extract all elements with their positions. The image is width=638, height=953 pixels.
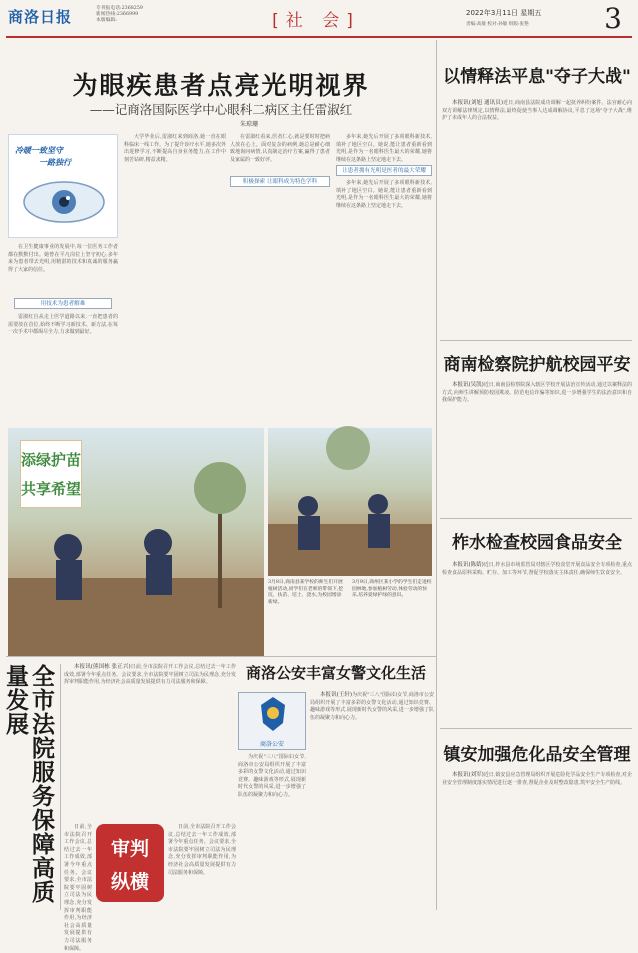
article-column	[8, 314, 118, 424]
article-headline: 商洛公安丰富女警文化生活	[245, 664, 426, 682]
article-headline: 商南检察院护航校园平安	[443, 355, 631, 375]
article-paragraph: 近日,商南县法院成功调解一起抚养纠纷案件。法官耐心向双方讲解法律规定,以情释法,最终促使当事人达成调解协议,平息了这场"夺子大战",维护了未成年人的合法权益。	[442, 100, 633, 122]
article-paragraph: 为庆祝"三八"国际妇女节,商洛市公安局组织开展了丰富多彩的女警文化活动,通过知识竞赛、趣味游戏等形式,展现新时代女警的风采,进一步增强了队伍的凝聚力和向心力。	[310, 692, 434, 721]
article-column	[8, 244, 118, 294]
page-editors: 责编:高敏 校对:孙敏 组版:张艳	[466, 22, 529, 27]
photo-caption: 3月9日,商州区某小学的学生们走进校园林地,参加植树劳动,体验劳动的快乐,培养爱绿护绿的意识。	[352, 580, 432, 599]
article-byline: 本报讯(熊国栋 张正兴)	[74, 664, 131, 670]
article-byline: 本报讯(刘旭 通讯员)	[452, 100, 503, 106]
police-emblem-box	[238, 692, 306, 750]
article-column	[442, 562, 632, 730]
stamp-line: 纵横	[110, 871, 149, 893]
article-column	[124, 134, 226, 424]
column-divider	[60, 664, 61, 910]
main-headline: 为眼疾患者点亮光明视界	[72, 71, 370, 100]
court-headline: 全市法院服务保障高质量发展	[2, 664, 54, 904]
police-badge-icon	[239, 693, 307, 735]
article-paragraph: 日前,全市法院召开工作会议,总结过去一年工作成效,部署今年重点任务。会议要求,全市法院要牢固树立司法为民理念,充分发挥审判职能作用,为经济社会高质量发展提供有力司法服务和保障。	[64, 824, 92, 952]
newspaper-logo: 商洛日报	[8, 8, 73, 26]
article-paragraph: 近日,镇安县应急管理局组织开展危险化学品安全生产专项检查,对企业安全管理制度落实情况进行逐一排查,督促企业及时整改隐患,筑牢安全生产防线。	[442, 772, 632, 786]
main-author: 朱琼珊	[240, 121, 259, 128]
police-badge-label: 商洛公安	[259, 741, 284, 748]
article-byline: 本报讯(王轩)	[320, 692, 353, 698]
article-paragraph: 在卫生健康事业的发展中,每一位医务工作者都在默默付出。她曾在平凡岗位上坚守初心,多年来为患者带去光明,用精湛的技术和真诚的服务赢得了大家的信任。	[8, 244, 118, 273]
article-headline: 镇安加强危化品安全管理	[443, 745, 631, 765]
eye-illustration-icon	[17, 171, 111, 233]
article-byline: 本报讯(陈婧)	[452, 562, 484, 568]
article-paragraph: 近日,柞水县市场监管局对辖区学校食堂开展食品安全专项检查,重点检查食品原料采购、贮存、加工等环节,督促学校落实主体责任,确保师生饮食安全。	[442, 562, 632, 576]
photo-caption: 3月8日,商南县某学校的师生们开展植树活动,同学们在老师的带领下,挖坑、扶苗、培土、浇水,为校园增添新绿。	[268, 580, 344, 605]
article-column	[336, 134, 432, 164]
photo-banner-line: 添绿护苗	[21, 451, 82, 469]
trial-column-stamp	[96, 824, 164, 902]
article-byline: 本报讯(吴凯)	[452, 382, 484, 388]
article-column	[64, 664, 236, 820]
issue-info-line: 本版编辑:	[96, 18, 117, 23]
article-paragraph: 为庆祝"三八"国际妇女节,商洛市公安局组织开展了丰富多彩的女警文化活动,通过知识竞赛、趣味游戏等形式,展现新时代女警的风采,进一步增强了队伍的凝聚力和向心力。	[238, 754, 306, 798]
main-subheadline: ——记商洛国际医学中心眼科二病区主任雷淑红	[89, 102, 353, 117]
article-headline: 以情释法平息"夺子大战"	[443, 67, 631, 87]
section-divider	[6, 656, 436, 657]
article-subhead: 用技术为患者解难	[14, 298, 112, 309]
article-headline: 柞水检查校园食品安全	[452, 533, 622, 553]
section-divider	[440, 728, 632, 729]
section-title: [社 会]	[272, 11, 360, 31]
article-column	[310, 692, 434, 908]
tree-planting-photo-right	[268, 428, 432, 576]
header-rule	[6, 36, 632, 38]
section-divider	[440, 340, 632, 341]
article-paragraph: 雷淑红自从走上医学道路以来,一直把患者的需要放在首位,始终不断学习新技术、新方法,在每一次手术中都竭尽全力,力求做到最好。	[8, 314, 118, 336]
stamp-line: 审判	[110, 838, 149, 860]
article-subhead: 积极探索 让眼科成为特色学科	[230, 176, 330, 187]
article-column	[238, 754, 306, 908]
article-paragraph: 多年来,她先后开展了多项眼科新技术,填补了地区空白。她说,能让患者重新看到光明,是作为一名眼科医生最大的荣耀,她将继续在这条路上坚定地走下去。	[336, 180, 432, 209]
article-subhead: 让患者拥有光明是医者的最大荣耀	[336, 165, 432, 176]
tree-planting-photo-left	[8, 428, 264, 656]
photo-banner-line: 共享希望	[21, 480, 82, 498]
issue-info-line: 专刊报电话:2368259	[96, 6, 143, 11]
article-paragraph: 近日,商南县检察院深入辖区学校开展法治宣传活动,通过以案释法的方式,向师生讲解预防校园欺凌、防范电信诈骗等知识,进一步增强学生的法治意识和自我保护能力。	[442, 382, 632, 404]
issue-date: 2022年3月11日 星期五	[466, 9, 542, 17]
column-divider	[436, 40, 437, 910]
promo-line: 冷暖一致坚守	[15, 146, 63, 155]
article-column	[442, 100, 632, 330]
article-column	[230, 134, 330, 174]
promo-line: 一路独行	[39, 158, 71, 167]
article-paragraph: 日前,全市法院召开工作会议,总结过去一年工作成效,部署今年重点任务。会议要求,全市法院要牢固树立司法为民理念,充分发挥审判职能作用,为经济社会高质量发展提供有力司法服务和保障。	[168, 824, 236, 876]
section-divider	[440, 518, 632, 519]
photo-scene-icon	[268, 428, 432, 576]
article-column	[168, 824, 236, 908]
article-paragraph: 大学毕业后,雷淑红来到商洛,她一直在眼科临床一线工作。为了提升诊疗水平,她多次外出进修学习,不断提高自身业务能力,在工作中刻苦钻研,精益求精。	[124, 134, 226, 163]
issue-info-line: 新闻热线:2366999	[96, 12, 139, 17]
article-column	[442, 382, 632, 518]
header-issue-info	[96, 6, 216, 28]
article-column	[442, 772, 632, 908]
article-byline: 本报讯(刘军)	[452, 772, 484, 778]
photo-banner	[20, 440, 82, 508]
article-paragraph: 多年来,她先后开展了多项眼科新技术,填补了地区空白。她说,能让患者重新看到光明,是作为一名眼科医生最大的荣耀,她将继续在这条路上坚定地走下去。	[336, 134, 432, 163]
article-column	[336, 180, 432, 424]
promo-box	[8, 134, 118, 238]
page-number: 3	[604, 2, 622, 35]
article-paragraph: 在雷淑红看来,医者仁心,就是要时时把病人放在心上。面对复杂的病例,她总是耐心细致地询问病情,认真制定治疗方案,赢得了患者及家属的一致好评。	[230, 134, 330, 163]
article-paragraph: 日前,全市法院召开工作会议,总结过去一年工作成效,部署今年重点任务。会议要求,全市法院要牢固树立司法为民理念,充分发挥审判职能作用,为经济社会高质量发展提供有力司法服务和保障。	[64, 664, 236, 686]
article-column	[64, 824, 92, 952]
